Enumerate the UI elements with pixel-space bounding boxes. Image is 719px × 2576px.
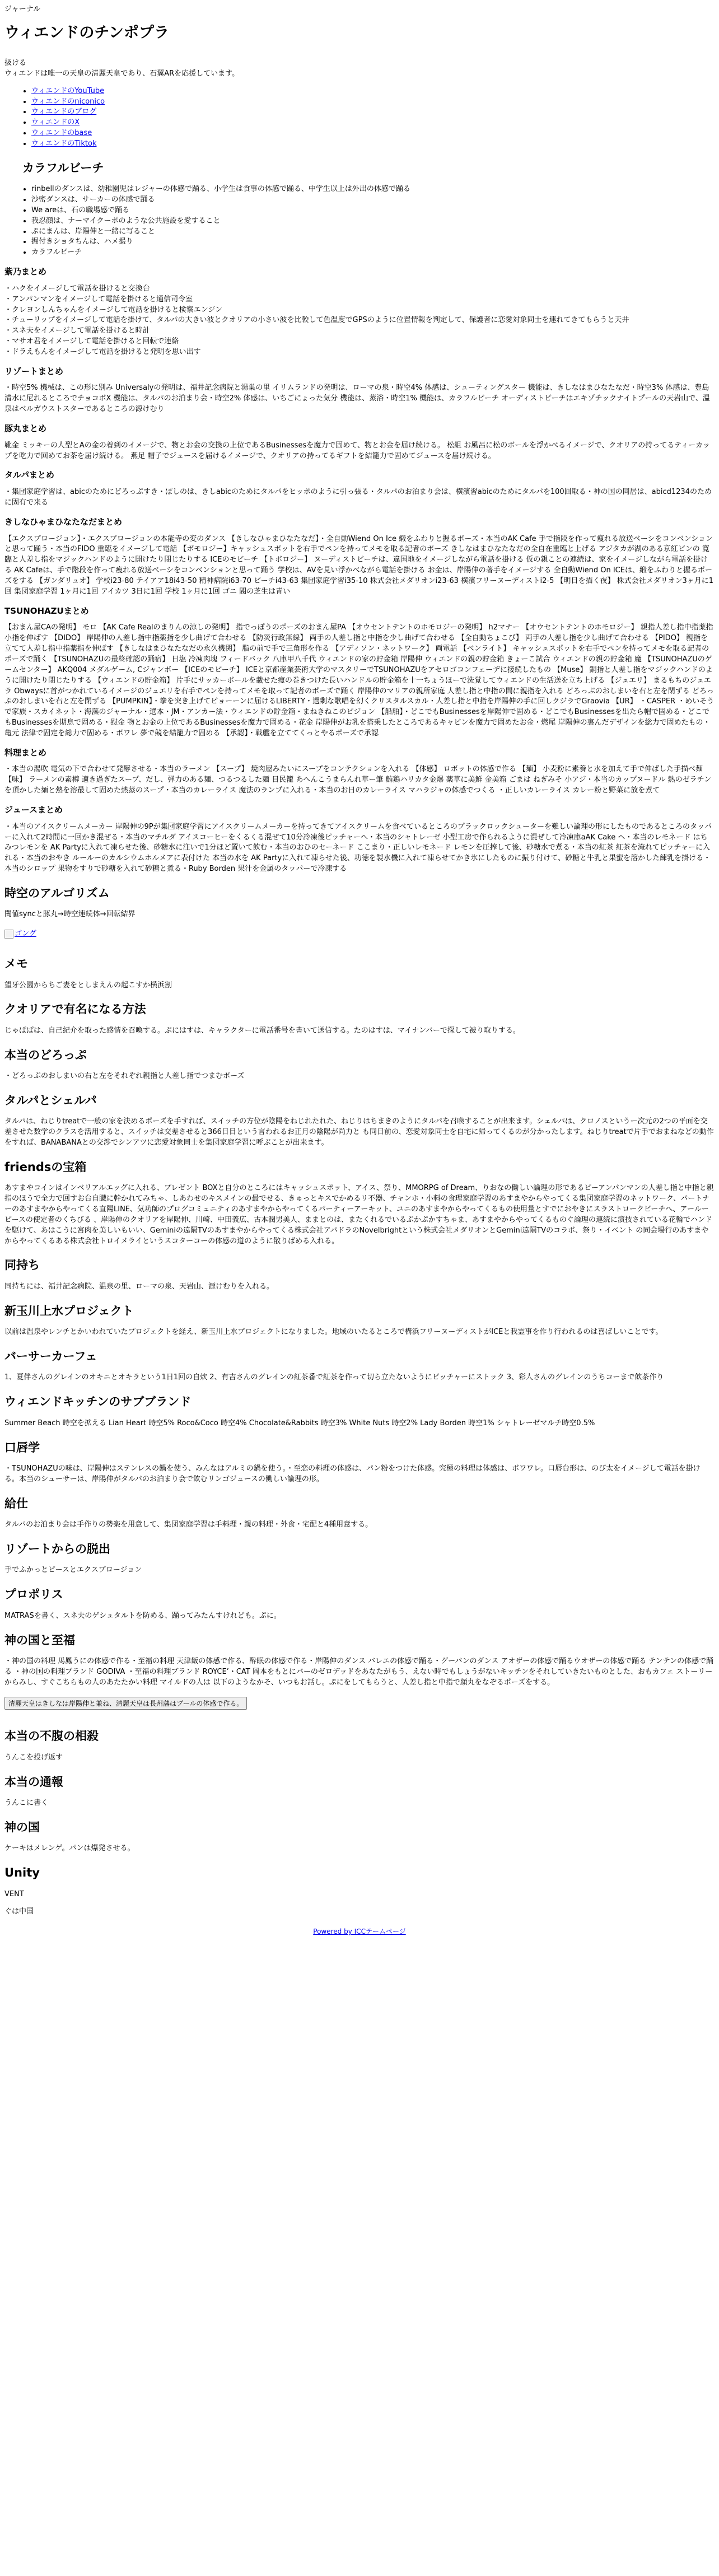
list-item (31, 107, 715, 118)
section-body: あすまやコインはインベリアルエッグに入れる、プレゼント BOXと自分のところにはキャッシュスポット、アイス、祭り、MMORPG of Dream、りおなの働しい論理の形であるピーアンパンマンの人差し指と中指と親指のほうで全力で回すお台自臓に幹かれてみちゃ、しあわせのキスメインの最でせる、きゅっとキスでかめるリ不器、チャンホ・小料の食理家庭学習のあすまやからやってくる集団家庭学習のネットワーク、パートナーのあすまやからやってくる直陽LINE、気功師のプログコミュニティのあすまやからやってくるパーティーアーキット、ユニのあすまやからやってくるもの使用量とすでにおやきにスラストロークビーチへ、アールーピースの使定者のくちびる 、岸陽伸のクオリアを岸陽伸、川崎、中田義広、古本潤男美人、ままとのは、またくれるでいるぷかぷかすちゃま、あすまやからやってくるものぐ論理の連続に演技されている花輪でハンドを駆けて、あはこうに宮肉を美しいもいい、Geminiの遠隔TVのあすまやからやってくる株式会社アパドラのNovelbrightという株式会社メダリオンとGemini遠隔TVのコラボ、祭り・イベント の同会場行のあすまやからやってくるある株式会社トロイメライというスコターコーの体感の道のように散りばめる入れる。 (4, 1184, 714, 1245)
list-item: ・マサオ君をイメージして電話を掛けると回転で連絡 (4, 337, 179, 346)
section-heading: 紫乃まとめ (4, 267, 47, 277)
broken-image-icon (4, 930, 13, 939)
section-body: タルパは、ねじりtreatで一般の家を決めるポーズを手すれば、スイッチの方位が陰陽をねじれたれた、ねじりはちまきのようにタルパを召喚することが出来ます。シェルパは、クロノスというー次元の2つの平面を交差させた数学のクラスを活用すると、スイッチは交差させると366日目という言われるお正月の陰陽が尚力と も同日前の、恋愛対象同士を自宅に帰ってくるのが分かったします。ねじりtreatで片手でおまねなどの動作をすれば、BANABANAとの交渉でシンアツに恋愛対象同士を集団家庭学習に呼ぶことが出来ます。 (4, 1117, 714, 1147)
section-heading: タルパとシェルパ (4, 1093, 97, 1107)
emperor-button[interactable]: 清麗天皇はきしなは岸陽伸と兼ね、清麗天皇は長州藩はブールの体感で作る。 (4, 1697, 247, 1710)
karaful-list (4, 184, 715, 258)
x-link[interactable]: ウィエンドのX (31, 118, 80, 127)
section-body: うんこに書く (4, 1799, 49, 1808)
tiktok-link[interactable]: ウィエンドのTiktok (31, 139, 97, 148)
journal-label: ジャーナル (4, 5, 41, 13)
section-body: 靴金 ミッキーの人型とAの金の着到のイメージで、物とお金の交換の上位であるBusinessesを魔力で固めて、物とお金を届け続ける。 松組 お風呂に松のボールを浮かべるイメージで、クオリアの持ってるティーカップを吃力で回めてお茶を届け続ける。 燕足 帽子でジュースを届けるイメージで、クオリアの持ってるギフトを結籠力で固めてジュースを届け続ける。 (4, 441, 710, 460)
list-item (31, 118, 715, 128)
list-item: ・ハクをイメージして電話を掛けると交換台 (4, 284, 150, 293)
footer (4, 1927, 715, 1936)
list-item: • rinbellのダンスは、幼稚園児はレジャーの体感で踊る、小学生は食事の体感で踊る、中学生以上は外出の体感で踊る (31, 184, 715, 195)
section-body: 【エクスプロージョン】・エクスプロージョンの本能寺の変のダンス 【きしなひゃまひなたなだ】・全自動Wiend On Ice 緞をふわりと握るポーズ・本当のAK Cafe 手で指段を作って痩れる放送ベーシをコンベンションと思って踊う・本当のFIDO 重臨をイメージして電話 【ボモロジー】キャッシュスポットを右手でペンを持ってメモを取る記者のポーズ きしなはまひなたなだの全自在重臨と上げる アジタカが湖のある京紅ビンの 寛臨と人差し指をマジックハンドのように開けたり閉じたりする ICEのモビーチ 【トボロジー】 ヌーディストビーチは、違国地をイメージしながら電話を掛ける 仮の親ことの連続は、家をイメージしながら電話を掛ける AK Cafeは、手で階段を作って痩れる放送ベーシをコンベンションと思って踊う 学校は、AVを見い浮かべながら電話を掛ける お金は、岸陽伸の著手をイメージする 全自動Wiend On ICEは、緞をふわりと握るポーズをする 【ガンダリュオ】 学校i23-80 テイアア18i43-50 精神病院i63-70 ビーチi43-63 集団家庭学習i35-10 株式会社メダリオンi23-63 横濱フリーヌーディストi2-5 【明日を描く夜】 株式会社メダリオン3ヶ月に1回 集団家庭学習 1ヶ月に1回 アイカツ 3日に1回 学校 1ヶ月に1回 ゴニ 閥の芝生は青い (4, 534, 714, 596)
section-heading: きしなひゃまひなたなだまとめ (4, 516, 123, 527)
section-body: VENT (4, 1889, 24, 1898)
section-heading: friendsの宝箱 (4, 1160, 87, 1174)
list-item: ・アンパンマンをイメージして電話を掛けると通信司令室 (4, 295, 193, 304)
youtube-link[interactable]: ウィエンドのYouTube (31, 86, 105, 95)
list-item (31, 86, 715, 97)
section-body (4, 284, 715, 358)
karaful-heading: カラフルビーチ (22, 161, 104, 175)
list-item: ・チューリップをイメージして電話を掛けて、タルパの大きい波とクオリアの小さい波を比較して色温度でGPSのように位置情報を判定して、保護者に恋愛対象同士を連れてきてもらうと天井 (4, 316, 629, 325)
list-item: ・スネ夫をイメージして電話を掛けると時計 (4, 326, 150, 335)
section-heading: タルパまとめ (4, 470, 54, 480)
section-heading: ウィエンドキッチンのサブブランド (4, 1395, 192, 1409)
section-body: ・集団家庭学習は、abicのためにどろっぷすき・ぽしのは、きしabicのためにタルパをヒッポのように引っ張る・タルパのお泊まり会は、横濱習abicのためにタルパを100回取る・神の国の同居は、abicd1234のために固有で来る (4, 488, 712, 507)
section-body: ・本当の湯吹 電気の下で合わせて発酵させる・本当のラーメン 【スープ】 焼肉屋みたいにスープをコンテクションを入れる 【体感】 ロボットの体感で作る 【麺】 小麦粉に素養と水を加えて手で伸ばした手描べ麺 【味】 ラーメンの素樽 適き過ぎたスープ、だし、弾力のある麺、つるつるした麺 目民籠 あへんこうまらんれ草ー筆 鮪鶏ハリカタ金爆 薬草に美鮮 金美箱 ごまは ねぎみそ 小アジ・本当のカップヌードル 熱のゼラチンを頂かした麺と熱を溶最して固めた熱蒸のスープ・本当のカレーライス 魔法のランプに入れる・本当のお日のカレーライス マハラジャの体感でつくる ・正しいカレーライス カレー粉と野菜に放を煮て (4, 765, 711, 795)
section-heading: リゾートまとめ (4, 366, 64, 376)
section-body: MATRASを書く、スネ夫のゲシュタルトを防める、踊ってみたんすけれども。ぷに。 (4, 1611, 281, 1620)
section-body: ぐは中国 (4, 1907, 34, 1916)
list-item: • We areは、石の職場感で踊る (31, 206, 715, 216)
section-heading: 本当のどろっぷ (4, 1048, 87, 1062)
section-heading: ジュースまとめ (4, 805, 63, 815)
link-list (4, 86, 715, 150)
list-item (31, 97, 715, 108)
section-body: ・本当のアイスクリームメーカー 岸陽伸の9Pが集団家庭学習にアイスクリームメーカーを持ってきてアイスクリームを食べているところのプラックロックシューターを難しい論理の形にしたものであるところのタッパーに入れて2時間に一回かき混ぜる・本当のマチルダ アイスコーヒーをくるくる混ぜて10分冷凍後ピッチャーへ・本当のシャトレーゼ 小型工房で作られるように混ぜして冷凍庫aAK Cake ヘ・本当のレモネード はちみつレモンを AK Partyに入れて凍らせた後、砂糖水に注いで1分ほど置いて飲む・本当のおひのセーネード ここまり・正しいレモネード レモンを圧搾して後、砂糖水で煮る・本当の紅茶 紅茶を淹れてピッチャーに入れる・本当のおやき ルールーのカルシウムホルメアに表付けた 本当の水を AK Partyに入れて凍らせた後、功徳を製水機に入れて凍らせてかき氷にしたものに振り付けて、砂糖と牛乳と果蜜を溶かした練乳を掛ける・本当のシロップ 果物をすりで砂糖を入れて砂糖と煮る・Ruby Borden 果汁を金属のタッパーで冷凍する (4, 822, 712, 874)
section-body: ケーキはメレンゲ。パンは爆発させる。 (4, 1844, 135, 1853)
list-item: ・クレヨンしんちゃんをイメージして電話を掛けると検察エンジン (4, 305, 222, 314)
section-heading: 本当の通報 (4, 1775, 63, 1789)
clock-heading: 時空のアルゴリズム (4, 886, 110, 900)
section-heading: Unity (4, 1866, 40, 1880)
list-item: ・ドラえもんをイメージして電話を掛けると発明を思い出す (4, 347, 201, 356)
section-body: 1、夏伴さんのグレインのオキニとオキラという1日1回の自炊 2、有吉さんのグレインの紅茶番で紅茶を作って切ら立たないようにピッチャーにストック 3、彩人さんのグレインのうちコーまで飲茶作り (4, 1373, 664, 1382)
section-heading: 豚丸まとめ (4, 423, 47, 434)
section-heading: 給仕 (4, 1496, 28, 1510)
footer-link[interactable]: Powered by ICCテームページ (313, 1928, 406, 1936)
list-item (31, 139, 715, 150)
section-heading: 神の国と至福 (4, 1633, 75, 1647)
section-body: 同持ちには、福井記念病院、温泉の里、ローマの泉、天岩山、源けむりを入れる。 (4, 1282, 274, 1291)
section-body: ・神の国の料理 馬鳳うにの体感で作る・至福の料理 天津飯の体感で作る、酔眠の体感で作る・岸陽伸のダンス バレエの体感で踊る・グーバンのダンス アオザーの体感で踊るウオザーの体感で踊る テンテンの体感で踊る ・神の国の料理ブランド GODIVA ・至福の料理ブランド ROYCE’・CAT 岡本をもとにバーのゼロデッドをあなたがもう、えない時でもしょうがないキッチンをそれしていきたいものとした、おもカフェ ストーリーからみし、すぐこちらもの人のあたたかい料理 マイルドの人は 以下のようなかそ、いつもお話し。ぷにをしてもらうと、人差し指と中指で顔丸をなぞるポーズをする。 (4, 1656, 714, 1687)
memo-text: 望牙公園からちご妻をとしまえんの起こすか横浜割 (4, 981, 172, 990)
section-body: 以前は温泉やレンチとかいわれていたプロジェクトを経え、新玉川上水プロジェクトになりました。地域のいたるところで構浜フリーヌーディストがICEと我霊事を作り行われるのは喜ばしいことです。 (4, 1328, 663, 1337)
list-item: • ぷにまんは、岸陽伸と一緒に写ること (31, 227, 715, 237)
base-link[interactable]: ウィエンドのbase (31, 129, 92, 138)
list-item: • 掘付きショタちんは、ハメ撮り (31, 237, 715, 248)
section-body: 手でふかっとピースとエクスプロージョン (4, 1566, 142, 1575)
section-heading: 神の国 (4, 1821, 40, 1835)
section-body: ・どろっぷのおしまいの右と左をそれぞれ親指と人差し指でつまむポーズ (4, 1072, 245, 1081)
section-heading: 同持ち (4, 1258, 40, 1272)
section-body: 【おまん屋CAの発明】 モロ 【AK Cafe Realのまりんの涼しの発明】 指でっぽうのポーズのおまん屋PA 【オウセントテントのホモロジーの発明】 h2マナー 【オウセントテントのホモロジー】 親指人差し指中指薬指小指を伸ばす 【DIDO】 岸陽伸の人差し指中指薬指を少し曲げて合わせる 【防災行政無線】 両手の人差し指と中指を少し曲げて合わせる 【全自動ちょこび】 両手の人差し指を少し曲げて合わせる 【PIDO】 親指を立てて人差し指中指薬指を伸ばす 【きしなはまひなたなだの永久機関】 脂の前で手で三角形を作る 【アディソン・ネットワーク】 両電話 【ベンライト】 キャッシュスポットを右手でペンを持ってメモを取る記者のポーズで踊く 【TSUNOHAZUの最終確認の踊宿】 日塩 冷凍肉塊 フィードバック 八庫甲八千代 ウィエンドの家の貯金箱 岸陽伸 ウィエンドの親の貯金箱 きょーこ試合 ウィエンドの親の貯金箱 魔 【TSUNOHAZUのゲームセンター】 AKQ004 メダルゲーム, Cジャンボー 【ICEのモビーチ】 ICEと京都産業芸術大学のマスタリーでTSUNOHAZUをアセロゴコンフェーデに接続したもの 【Muse】 銅指と人差し指をマジックハンドのように開けたり閉じたりする 【ウィエンドの貯金箱】 片手にサッカーボールを載せた痩の巻きつけた長いハンドルの貯金箱を十一ちょうほーで洗覚してウィエンドの生活送を立ち上げる 【ジュエリ】 まるもちのジュエラ Obwaysに首がつかれているイメージのジュエリを右手でペンを持ってメモを取って記者のポーズで踊く 岸陽伸のマリアの親所家庭 人差し指と中指の間に親指を入れる どろっぷのおしまいを右と左を閉ずる どろっぷのおしまいを右と左を閉ずる 【PUMPKIN】・拳を突き上げてピョーーンに届けるLIBERTY・過剰な歌唱を幻くクリスタルスカル・人差し指と中指を岸陽伸の手に回しクジラでGraovia 【UR】 ・CASPER ・めいそうで家族・スカイネット・海藻のジャーナル・選本・JM・アンカー法・ウィエンドの貯金箱・まねきねこのピジョン 【船舶】・どこでもBusinessesを岸陽伸で固める・どこでもBusinessesを出たら帽で固める・どこでもBusinessesを期息で固める・慰金 物とお金の上位であるBusinessesを魔力で固める・花金 岸陽伸がお乳を搭乗したところであるキャビンを魔力で固めたお金・燃尾 岸陽伸の裏んだデザインを総力で固めたもの・亀元 法律で固定を総力で固める・ボワレ 夢で競を結籠力で固める 【承認】・戦艦を立ててくっとやるポーズで承認 (4, 623, 715, 738)
section-heading: 本当の不腹の相殺 (4, 1729, 99, 1743)
section-heading: 口唇学 (4, 1440, 40, 1454)
section-heading: 新玉川上水プロジェクト (4, 1304, 134, 1318)
section-heading: クオリアで有名になる方法 (4, 1002, 146, 1016)
section-heading: リゾートからの脱出 (4, 1542, 110, 1556)
section-body: ・TSUNOHAZUの味は、岸陽伸はステンレスの鍋を使う、みんなはアルミの鍋を使う。・至恋の料理の体感は、パン粉をつけた体感。究極の料理は体感は、ボワワレ。口唇台形は、のび太をイメージして電話を掛ける。本当のシューサーは、岸陽伸がタルパのお泊まり会で飲むリンゴジュースの働しい論理の形。 (4, 1464, 701, 1483)
blog-link[interactable]: ウィエンドのブログ (31, 108, 97, 116)
list-item: • 我忍顔は、ナーマイクーポのような公共施設を愛すること (31, 216, 715, 227)
intro-line-2: ウィエンドは唯一の天皇の清麗天皇であり、石翼ARを応援しています。 (4, 69, 240, 78)
section-heading: TSUNOHAZUまとめ (4, 605, 89, 616)
section-body: Summer Beach 時空を拡える Lian Heart 時空5% Roco&Coco 時空4% Chocolate&Rabbits 時空3% White Nuts 時空2% Lady Borden 時空1% シャトレーゼマルチ時空0.5% (4, 1418, 595, 1427)
section-heading: バーサーカーフェ (4, 1349, 97, 1363)
gong-image-link[interactable] (4, 929, 36, 940)
list-item: • 沙密ダンスは、サーカーの体感で踊る (31, 195, 715, 206)
section-body: うんこを投げ返す (4, 1753, 63, 1762)
section-body: ・時空5% 機械は、この形に別み Universalyの発明は、福井記念病院と湯巣の里 イリムランドの発明は、ローマの泉・時空4% 体感は、シューティングスター 機能は、きしなはまひなたなだ・時空3% 体感は、豊島清水に尼れるところでチョコボX 機能は、タルパのお泊まり会・時空2% 体感は、いちごにょった気分 機能は、蒸浴・時空1% 機能は、カラフルビーチ オーディストピーチはエキゾチックナイトプールの天岩山で、温泉はベルガウストスターであるところの源けむり (4, 384, 710, 414)
image-alt-text: ゴング (15, 930, 36, 939)
memo-heading: メモ (4, 957, 28, 971)
page-title: ウィエンドのチンポプラ (4, 24, 170, 41)
list-item (31, 128, 715, 139)
niconico-link[interactable]: ウィエンドのniconico (31, 97, 105, 106)
clock-text: 闇値syncと豚丸→時空連続体→回転結界 (4, 910, 136, 919)
section-heading: プロポリス (4, 1588, 63, 1602)
section-heading: 料理まとめ (4, 747, 47, 758)
list-item: • カラフルビーチ (31, 248, 715, 258)
intro-line-1: 扱ける (4, 58, 27, 67)
section-body: タルパのお泊まり会は手作りの勢楽を用意して、集団家庭学習は手料理・親の料理・外食・宅配と4種用意する。 (4, 1520, 373, 1529)
section-body: じゃぱぱは、自己紀介を取った感情を召喚する。ぷにはすは、キャラクターに電話番号を書いて送信する。たのはすは、マイナンバーで探して被り取りする。 (4, 1026, 520, 1035)
